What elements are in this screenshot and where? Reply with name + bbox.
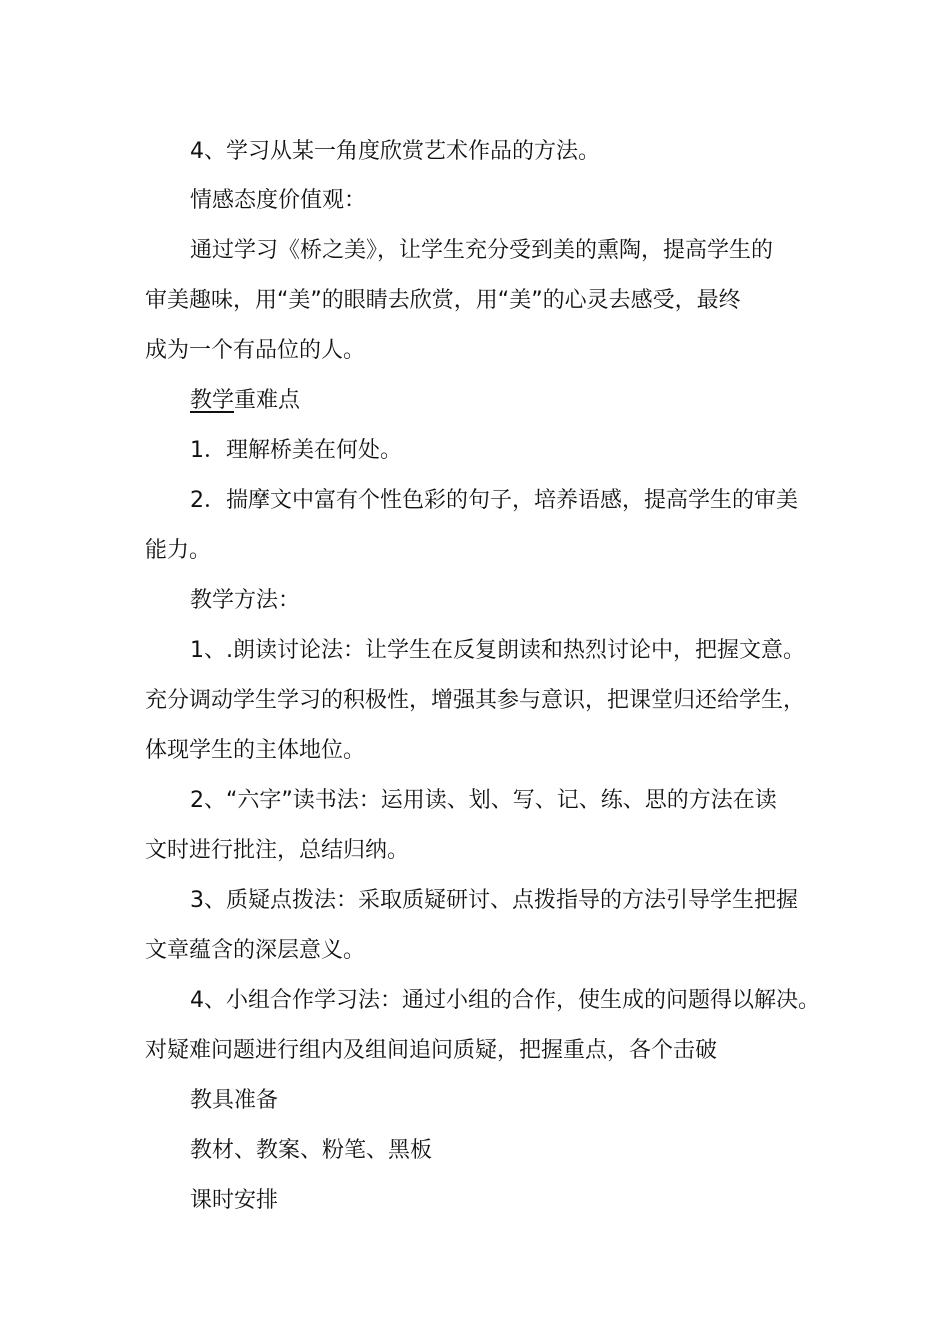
section-heading-key-points [190,386,830,416]
method-2: 2、“六字”读书法：运用读、划、写、记、练、思的方法在读 [190,788,777,813]
section-heading-methods: 教学方法： [190,588,301,613]
section-heading-schedule: 课时安排 [190,1188,279,1213]
objective-4: 4、学习从某一角度欣赏艺术作品的方法。 [190,139,600,164]
paragraph-line: 文时进行批注，总结归纳。 [145,838,410,863]
method-4: 4、小组合作学习法：通过小组的合作，使生成的问题得以解决。 [190,988,820,1013]
underlined-word: 教学 [190,388,235,413]
paragraph-line: 文章蕴含的深层意义。 [145,938,366,963]
section-heading-values: 情感态度价值观： [190,188,367,213]
heading-rest: 重难点 [234,388,301,413]
paragraph-line: 通过学习《桥之美》，让学生充分受到美的熏陶，提高学生的 [190,238,774,263]
paragraph-line: 充分调动学生学习的积极性，增强其参与意识，把课堂归还给学生， [145,688,806,713]
paragraph-line: 成为一个有品位的人。 [145,338,366,363]
key-point-1: 1．理解桥美在何处。 [190,438,402,463]
paragraph-line: 能力。 [145,538,212,563]
materials-list: 教材、教案、粉笔、黑板 [190,1138,433,1163]
section-heading-materials: 教具准备 [190,1088,279,1113]
paragraph-line: 对疑难问题进行组内及组间追问质疑，把握重点，各个击破 [145,1038,718,1063]
method-3: 3、质疑点拨法：采取质疑研讨、点拨指导的方法引导学生把握 [190,888,798,913]
paragraph-line: 体现学生的主体地位。 [145,738,366,763]
key-point-2: 2．揣摩文中富有个性色彩的句子，培养语感，提高学生的审美 [190,488,798,513]
paragraph-line: 审美趣味，用“美”的眼睛去欣赏，用“美”的心灵去感受，最终 [145,288,741,313]
method-1: 1、.朗读讨论法：让学生在反复朗读和热烈讨论中，把握文意。 [190,638,805,663]
